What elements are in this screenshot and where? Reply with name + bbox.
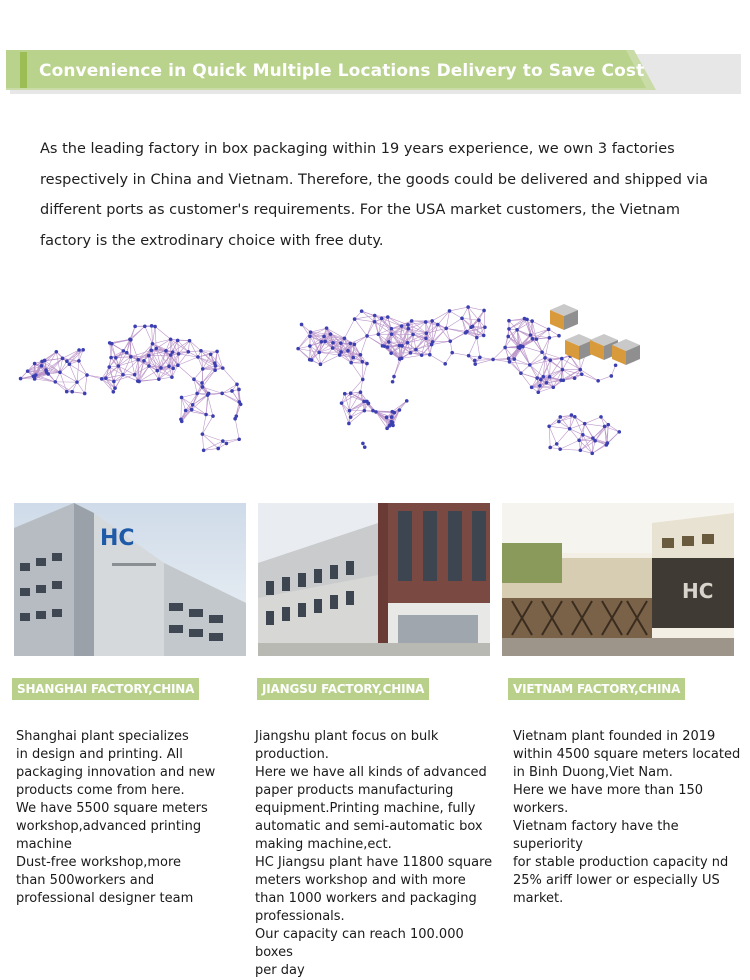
description-line: professional designer team (16, 890, 246, 908)
shanghai-factory-description (16, 728, 246, 908)
shanghai-photo-logo: HC (100, 526, 135, 551)
description-line: production. (255, 746, 495, 764)
description-line: Here we have more than 150 (513, 782, 745, 800)
description-line: meters workshop and with more (255, 872, 495, 890)
world-map-graphic (0, 290, 750, 490)
banner-title: Convenience in Quick Multiple Locations Delivery to Save Cost (39, 61, 644, 81)
description-line: Our capacity can reach 100.000 boxes (255, 926, 495, 962)
description-line: HC Jiangsu plant have 11800 square (255, 854, 495, 872)
factory-building-icon (550, 304, 578, 330)
description-line: market. (513, 890, 745, 908)
description-line: within 4500 square meters located (513, 746, 745, 764)
jiangsu-factory-photo (258, 503, 490, 656)
description-line: than 500workers and (16, 872, 246, 890)
description-line: Vietnam factory have the superiority (513, 818, 745, 854)
description-line: Here we have all kinds of advanced (255, 764, 495, 782)
description-line: workers. (513, 800, 745, 818)
jiangsu-factory-description (255, 728, 495, 980)
description-line: equipment.Printing machine, fully (255, 800, 495, 818)
vietnam-photo-logo: HC (682, 579, 713, 603)
description-line: making machine,ect. (255, 836, 495, 854)
jiangsu-factory-tag: JIANGSU FACTORY,CHINA (257, 678, 429, 700)
vietnam-factory-tag: VIETNAM FACTORY,CHINA (508, 678, 685, 700)
description-line: per day (255, 962, 495, 980)
description-line: for stable production capacity nd (513, 854, 745, 872)
shanghai-factory-tag: SHANGHAI FACTORY,CHINA (12, 678, 199, 700)
description-line: We have 5500 square meters (16, 800, 246, 818)
description-line: 25% ariff lower or especially US (513, 872, 745, 890)
description-line: Dust-free workshop,more (16, 854, 246, 872)
description-line: paper products manufacturing (255, 782, 495, 800)
description-line: in design and printing. All (16, 746, 246, 764)
vietnam-factory-photo (502, 503, 734, 656)
description-line: packaging innovation and new (16, 764, 246, 782)
description-line: machine (16, 836, 246, 854)
intro-paragraph: As the leading factory in box packaging within 19 years experience, we own 3 factories respectively in China and Vietnam. Therefore, the goods could be delivered and shipped via different ports as customer's requirements. For the USA market customers, the Vietnam factory is the extrodinary choice with free duty. (40, 134, 730, 256)
description-line: workshop,advanced printing (16, 818, 246, 836)
description-line: Vietnam plant founded in 2019 (513, 728, 745, 746)
description-line: automatic and semi-automatic box (255, 818, 495, 836)
description-line: products come from here. (16, 782, 246, 800)
description-line: professionals. (255, 908, 495, 926)
world-network-map (0, 290, 750, 490)
section-banner (6, 50, 741, 94)
shanghai-factory-photo (14, 503, 246, 656)
vietnam-factory-description (513, 728, 745, 908)
description-line: Jiangshu plant focus on bulk (255, 728, 495, 746)
description-line: than 1000 workers and packaging (255, 890, 495, 908)
description-line: in Binh Duong,Viet Nam. (513, 764, 745, 782)
description-line: Shanghai plant specializes (16, 728, 246, 746)
